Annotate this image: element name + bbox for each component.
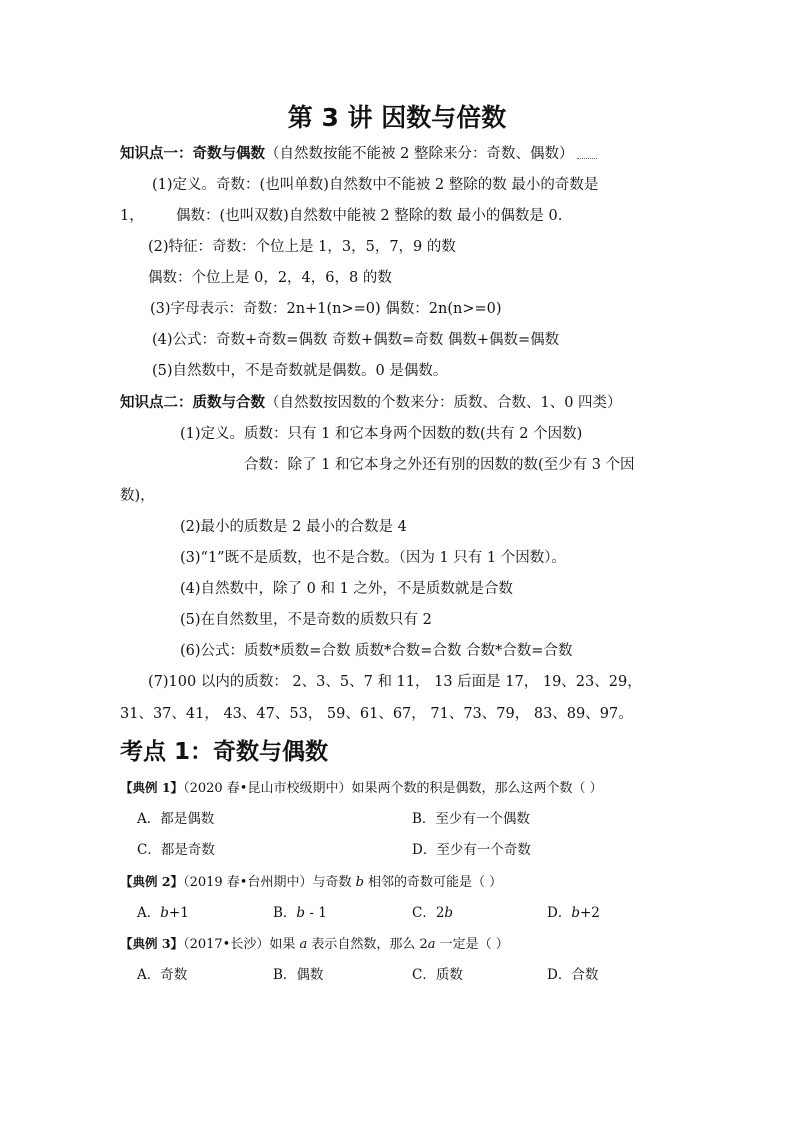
kp1-line-7: (5)自然数中，不是奇数就是偶数。0 是偶数。 <box>152 363 448 379</box>
example-2-text-1: （2019 春•台州期中）与奇数 <box>183 875 356 890</box>
option-b-prefix: B． <box>273 905 297 921</box>
example-3-variable: a <box>299 937 308 952</box>
example-1-option-b: B．至少有一个偶数 <box>412 811 530 827</box>
example-3-text-3: 一定是（ ） <box>435 937 509 952</box>
kp1-title: 知识点一：奇数与偶数 <box>120 145 265 162</box>
example-3-tag: 【典例 3】 <box>120 936 184 951</box>
example-2-option-c <box>412 903 453 923</box>
option-b-variable: b <box>296 905 306 921</box>
kp2-title: 知识点二：质数与合数 <box>120 394 265 411</box>
example-3-variable-2: a <box>427 937 436 952</box>
option-a-suffix: +1 <box>168 905 189 921</box>
example-2-variable: b <box>355 875 364 890</box>
example-3-option-d: D．合数 <box>547 967 599 983</box>
example-2-option-d <box>547 903 600 923</box>
page-title: 第 3 讲 因数与倍数 <box>287 103 507 132</box>
option-c-prefix: C．2 <box>412 905 445 921</box>
kp1-line-6: (4)公式：奇数+奇数=偶数 奇数+偶数=奇数 偶数+偶数=偶数 <box>152 332 560 348</box>
kp1-line-2b: 偶数：(也叫双数)自然数中能被 2 整除的数 最小的偶数是 0. <box>176 208 563 224</box>
kp2-line-5: (3)“1”既不是质数，也不是合数。（因为 1 只有 1 个因数）。 <box>180 550 566 566</box>
example-3-option-a: A．奇数 <box>137 967 188 983</box>
kp2-line-4: (2)最小的质数是 2 最小的合数是 4 <box>180 519 407 535</box>
example-1-option-c: C．都是奇数 <box>137 842 215 858</box>
section-heading: 考点 1：奇数与偶数 <box>120 739 329 765</box>
example-3-option-c: C．质数 <box>412 967 463 983</box>
kp2-line-7: (5)在自然数里，不是奇数的质数只有 2 <box>180 612 432 628</box>
example-2-option-b <box>273 903 327 923</box>
example-2-option-a <box>137 903 189 923</box>
example-1-option-d: D．至少有一个奇数 <box>412 842 531 858</box>
example-3-question <box>120 934 509 955</box>
kp2-line-2: 合数：除了 1 和它本身之外还有别的因数的数(至少有 3 个因 <box>244 457 635 473</box>
option-d-suffix: +2 <box>579 905 600 921</box>
kp1-line-1: (1)定义。奇数：(也叫单数)自然数中不能被 2 整除的数 最小的奇数是 <box>152 177 599 193</box>
example-1-option-a: A．都是偶数 <box>137 811 215 827</box>
example-2-text-2: 相邻的奇数可能是（ ） <box>363 875 503 890</box>
kp2-line-9: (7)100 以内的质数： 2、3、5、7 和 11， 13 后面是 17， 19、23、29， <box>148 674 642 690</box>
kp1-line-4: 偶数：个位上是 0，2，4，6，8 的数 <box>148 270 392 286</box>
option-a-variable: b <box>160 905 169 921</box>
kp2-line-3: 数)， <box>120 488 155 504</box>
example-3-text-1: （2017•长沙）如果 <box>183 937 300 952</box>
option-d-prefix: D． <box>547 905 572 921</box>
example-1-text: （2020 春•昆山市校级期中）如果两个数的积是偶数，那么这两个数（ ） <box>183 781 603 796</box>
example-1-question <box>120 778 603 799</box>
example-3-option-b: B．偶数 <box>273 967 324 983</box>
kp2-line-6: (4)自然数中，除了 0 和 1 之外，不是质数就是合数 <box>180 581 513 597</box>
kp2-line-1: (1)定义。质数：只有 1 和它本身两个因数的数(共有 2 个因数) <box>180 426 583 442</box>
kp1-line-5: (3)字母表示：奇数：2n+1(n>=0) 偶数：2n(n>=0) <box>150 301 502 317</box>
edit-mark-icon <box>577 152 597 159</box>
option-a-prefix: A． <box>137 905 161 921</box>
kp1-line-2a: 1， <box>120 208 144 224</box>
knowledge-point-2-heading <box>120 393 622 413</box>
example-2-question <box>120 872 502 893</box>
kp2-line-8: (6)公式：质数*质数=合数 质数*合数=合数 合数*合数=合数 <box>180 643 573 659</box>
example-3-text-2: 表示自然数，那么 2 <box>307 937 428 952</box>
example-1-tag: 【典例 1】 <box>120 780 184 795</box>
knowledge-point-1-heading <box>120 144 597 164</box>
kp2-subtitle: （自然数按因数的个数来分：质数、合数、1、0 四类） <box>265 395 622 411</box>
option-c-variable: b <box>444 905 454 921</box>
option-b-suffix: - 1 <box>305 905 327 921</box>
kp1-subtitle: （自然数按能不能被 2 整除来分：奇数、偶数） <box>265 146 574 162</box>
kp2-line-10: 31、37、41， 43、47、53， 59、61、67， 71、73、79， 83、89、97。 <box>120 706 633 722</box>
example-2-tag: 【典例 2】 <box>120 874 184 889</box>
kp1-line-3: (2)特征：奇数：个位上是 1，3，5，7，9 的数 <box>148 239 456 255</box>
option-d-variable: b <box>571 905 580 921</box>
